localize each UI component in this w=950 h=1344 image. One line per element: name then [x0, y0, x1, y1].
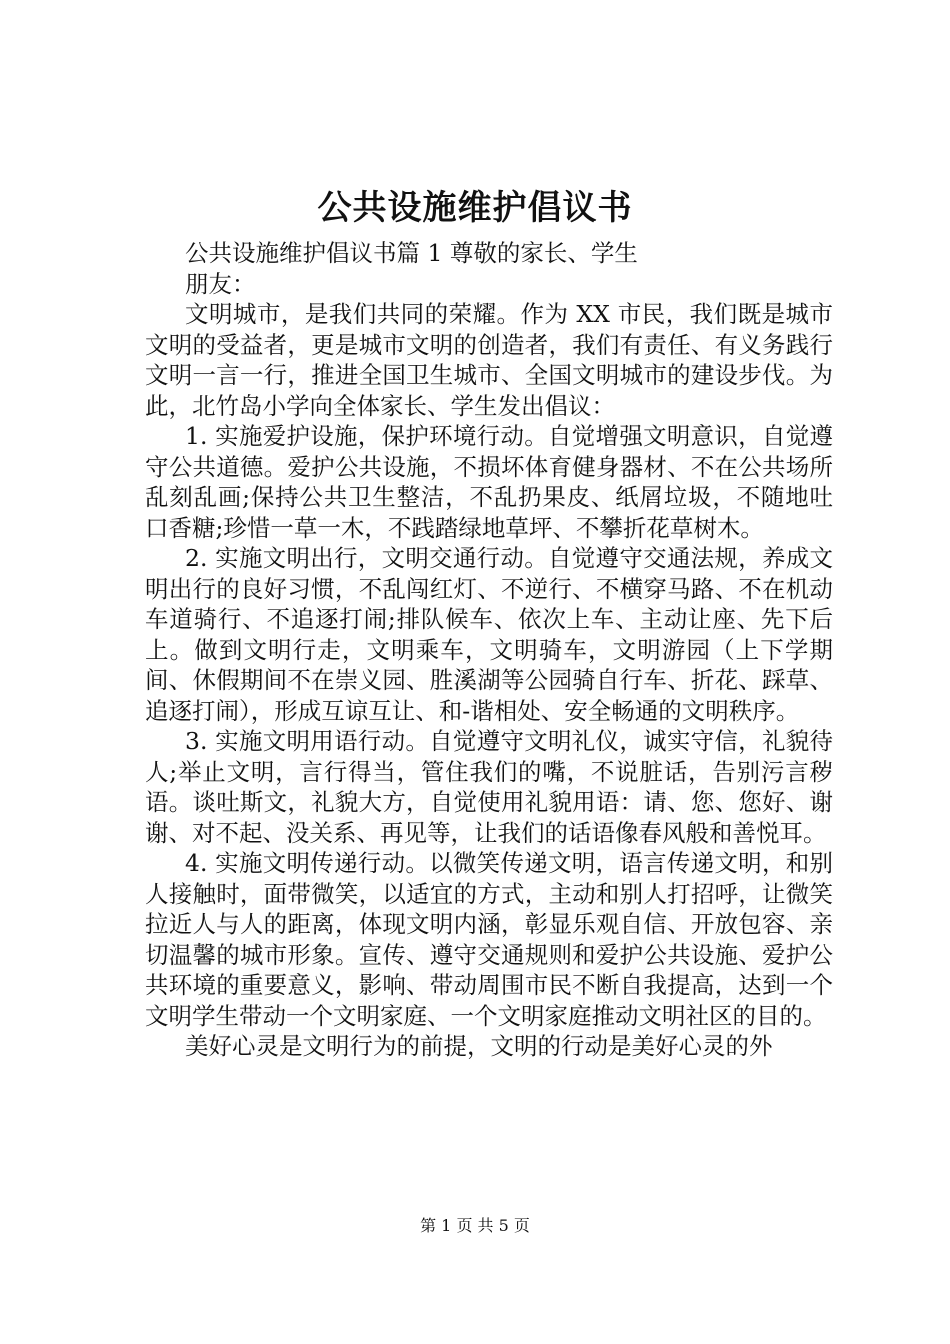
paragraph-item-3: 3. 实施文明用语行动。自觉遵守文明礼仪，诚实守信，礼貌待人;举止文明，言行得当，管住我们的嘴，不说脏话，告别污言秽语。谈吐斯文，礼貌大方，自觉使用礼貌用语：请、您、您好、谢谢、对不起、没关系、再见等，让我们的话语像春风般和善悦耳。: [145, 727, 833, 847]
paragraph-item-4: 4. 实施文明传递行动。以微笑传递文明，语言传递文明，和别人接触时，面带微笑，以适宜的方式，主动和别人打招呼，让微笑拉近人与人的距离，体现文明内涵，彰显乐观自信、开放包容、亲切温馨的城市形象。宣传、遵守交通规则和爱护公共设施、爱护公共环境的重要意义，影响、带动周围市民不断自我提高，达到一个文明学生带动一个文明家庭、一个文明家庭推动文明社区的目的。: [145, 849, 833, 1030]
page-number-footer: 第 1 页 共 5 页: [420, 1216, 530, 1235]
document-title: 公共设施维护倡议书: [317, 188, 633, 228]
paragraph-item-1: 1. 实施爱护设施，保护环境行动。自觉增强文明意识，自觉遵守公共道德。爱护公共设施，不损坏体育健身器材、不在公共场所乱刻乱画;保持公共卫生整洁，不乱扔果皮、纸屑垃圾，不随地吐口香糖;珍惜一草一木，不践踏绿地草坪、不攀折花草树木。: [145, 422, 833, 542]
paragraph-preamble: 文明城市，是我们共同的荣耀。作为 XX 市民，我们既是城市文明的受益者，更是城市文明的创造者，我们有责任、有义务践行文明一言一行，推进全国卫生城市、全国文明城市的建设步伐。为此，北竹岛小学向全体家长、学生发出倡议：: [145, 300, 833, 420]
document-body: [145, 238, 833, 1062]
paragraph-item-2: 2. 实施文明出行，文明交通行动。自觉遵守交通法规，养成文明出行的良好习惯，不乱闯红灯、不逆行、不横穿马路、不在机动车道骑行、不追逐打闹;排队候车、依次上车、主动让座、先下后上。做到文明行走，文明乘车，文明骑车，文明游园（上下学期间、休假期间不在崇义园、胜溪湖等公园骑自行车、折花、踩草、追逐打闹），形成互谅互让、和-谐相处、安全畅通的文明秩序。: [145, 544, 833, 725]
intro-line: 朋友：: [185, 269, 256, 298]
intro-line: 公共设施维护倡议书篇 1 尊敬的家长、学生: [185, 239, 638, 267]
paragraph-closing: 美好心灵是文明行为的前提，文明的行动是美好心灵的外: [185, 1032, 773, 1060]
